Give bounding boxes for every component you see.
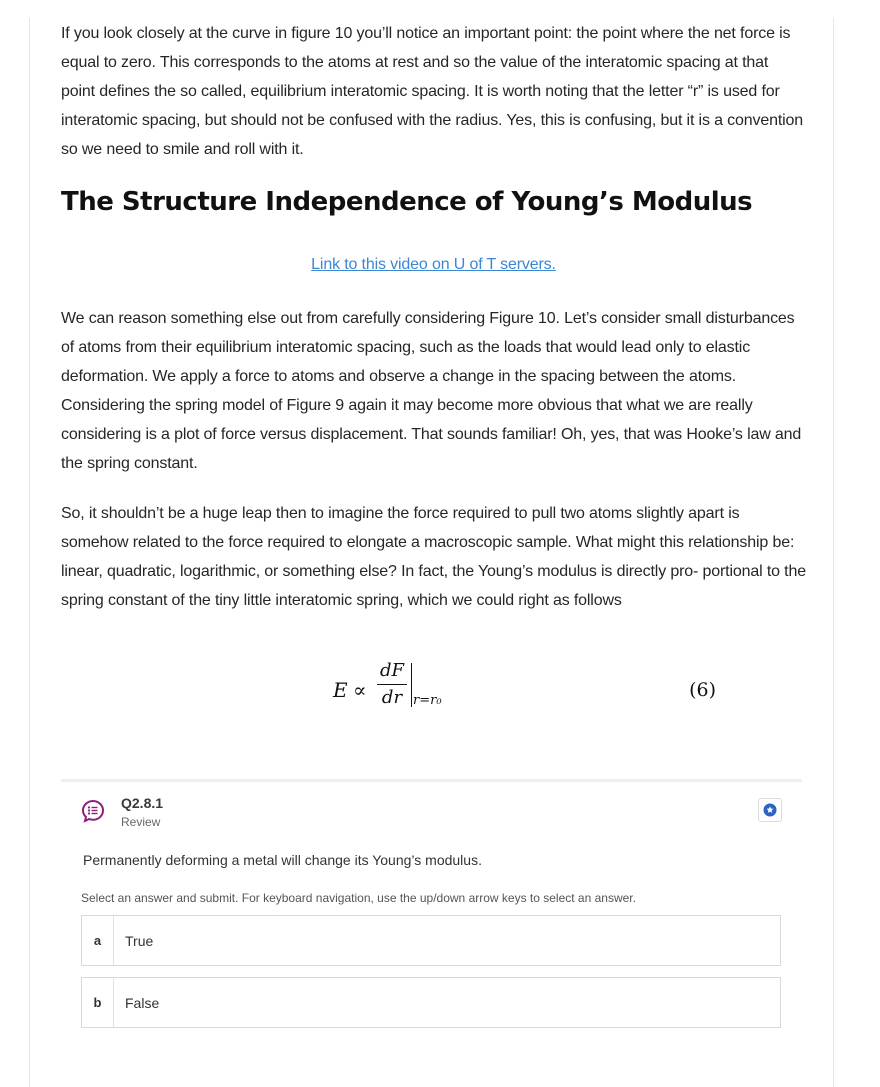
question-instructions: Select an answer and submit. For keyboard navigation, use the up/down arrow keys to select an answer. (81, 891, 636, 905)
paragraph-youngs-modulus: So, it shouldn’t be a huge leap then to imagine the force required to pull two atoms slightly apart is somehow related to the force required to elongate a macroscopic sample. What might this relationship be: linear, quadratic, logarithmic, or something else? In fact, the Young’s modulus is directly pro- portional to the spring constant of the tiny little interatomic spring, which we could right as follows (61, 505, 806, 609)
equation-number: (6) (689, 679, 716, 701)
equation-denominator: dr (381, 687, 403, 708)
section-heading: The Structure Independence of Young’s Modulus (61, 187, 753, 217)
video-link[interactable]: Link to this video on U of T servers. (311, 256, 556, 273)
option-letter: a (82, 916, 114, 965)
answer-option-a[interactable] (81, 915, 781, 966)
paragraph-equilibrium: If you look closely at the curve in figure 10 you’ll notice an important point: the point where the net force is equal to zero. This corresponds to the atoms at rest and so the value of the interatomic spacing at that point defines the so called, equilibrium interatomic spacing. It is worth noting that the letter “r” is used for interatomic spacing, but should not be confused with the radius. Yes, this is confusing, but it is a convention so we need to smile and roll with it. (61, 25, 804, 158)
option-letter: b (82, 978, 114, 1027)
question-id: Q2.8.1 (121, 795, 164, 811)
page-border-left (29, 18, 30, 1087)
question-prompt: Permanently deforming a metal will change its Young’s modulus. (83, 852, 482, 868)
bookmark-star-icon[interactable] (758, 798, 782, 822)
page-border-right (833, 18, 834, 1087)
equation-relation: ∝ (353, 678, 367, 702)
equation-subscript: r=r₀ (413, 693, 442, 708)
equation-lhs: E (333, 678, 348, 702)
paragraph-hookes-law: We can reason something else out from carefully considering Figure 10. Let’s consider small disturbances of atoms from their equilibrium interatomic spacing, such as the loads that would lead only to elastic deformation. We apply a force to atoms and observe a change in the spacing between the atoms. Considering the spring model of Figure 9 again it may become more obvious that what we are really considering is a plot of force versus displacement. That sounds familiar! Oh, yes, that was Hooke’s law and the spring constant. (61, 310, 802, 472)
equation-numerator: dF (379, 660, 404, 681)
evaluation-bar (411, 663, 412, 707)
option-text: False (125, 994, 160, 1011)
equation-fraction (377, 659, 407, 710)
answer-option-b[interactable] (81, 977, 781, 1028)
question-divider (61, 779, 802, 782)
equation-6 (61, 639, 806, 719)
question-type: Review (121, 815, 161, 829)
fraction-bar (377, 684, 407, 685)
question-list-icon (81, 799, 105, 823)
option-text: True (125, 932, 154, 949)
